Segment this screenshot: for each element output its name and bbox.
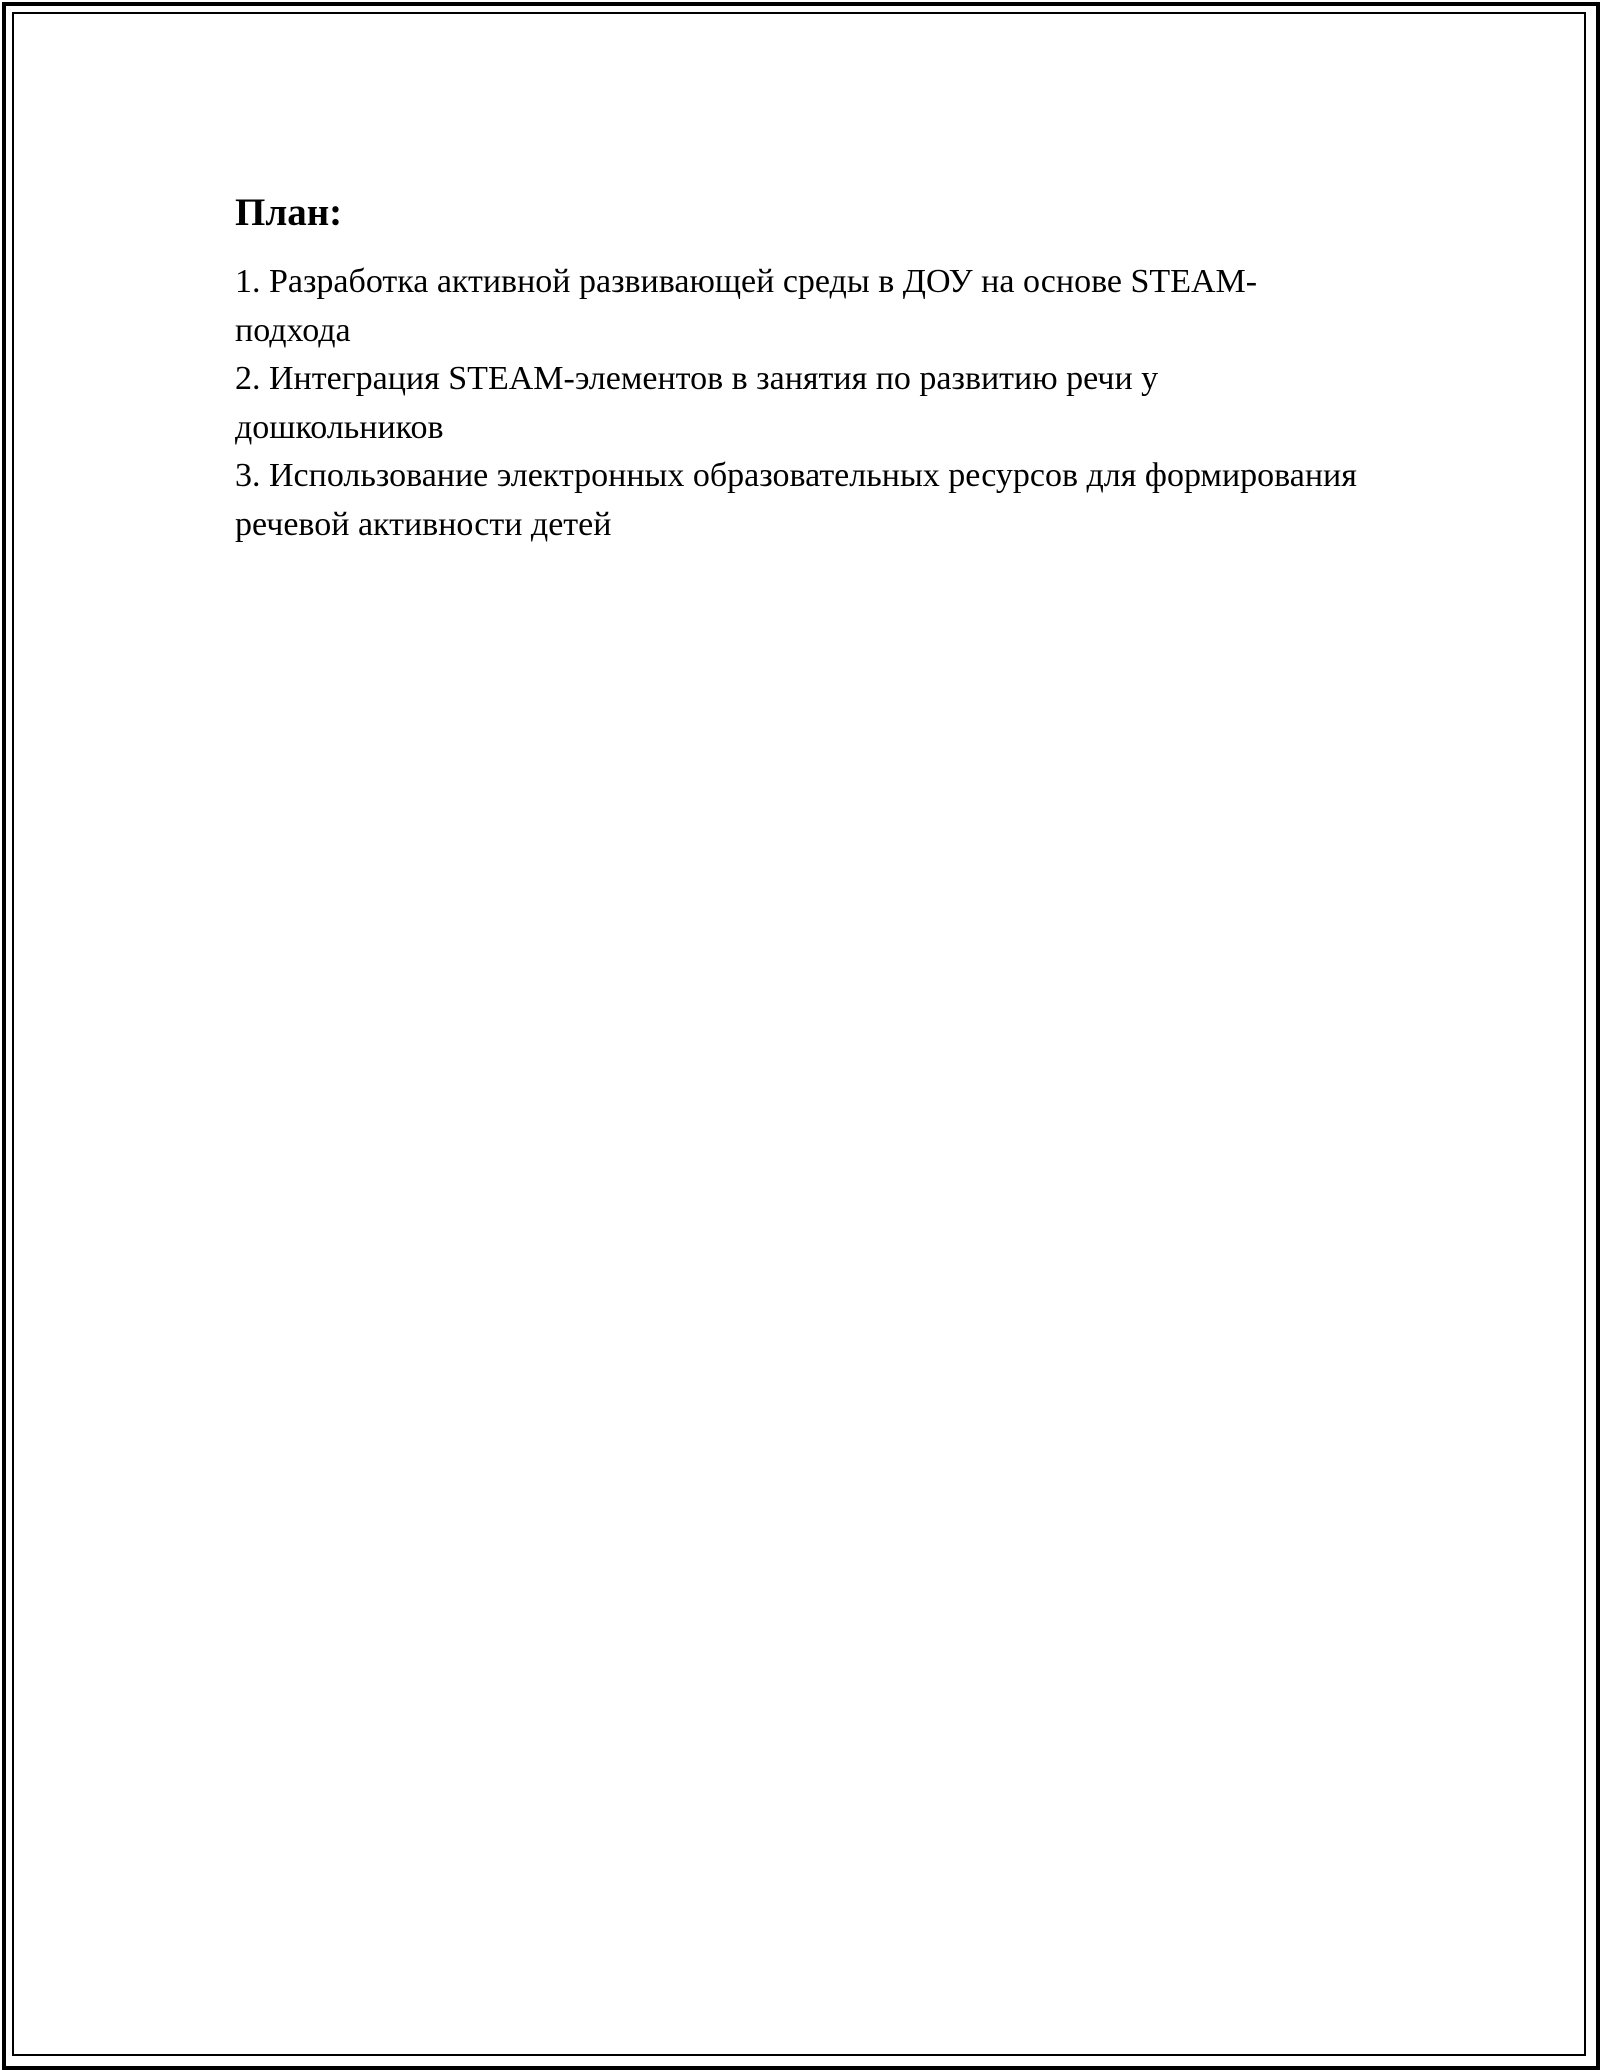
plan-item-1: 1. Разработка активной развивающей среды в ДОУ на основе STEAM-подхода: [235, 263, 1258, 349]
plan-list: [235, 258, 1365, 549]
plan-item-3: 3. Использование электронных образовательных ресурсов для формирования речевой активности детей: [235, 457, 1357, 543]
plan-item-2: 2. Интеграция STEAM-элементов в занятия по развитию речи у дошкольников: [235, 360, 1159, 446]
page-content: [235, 188, 1365, 549]
plan-heading: План:: [235, 191, 343, 234]
